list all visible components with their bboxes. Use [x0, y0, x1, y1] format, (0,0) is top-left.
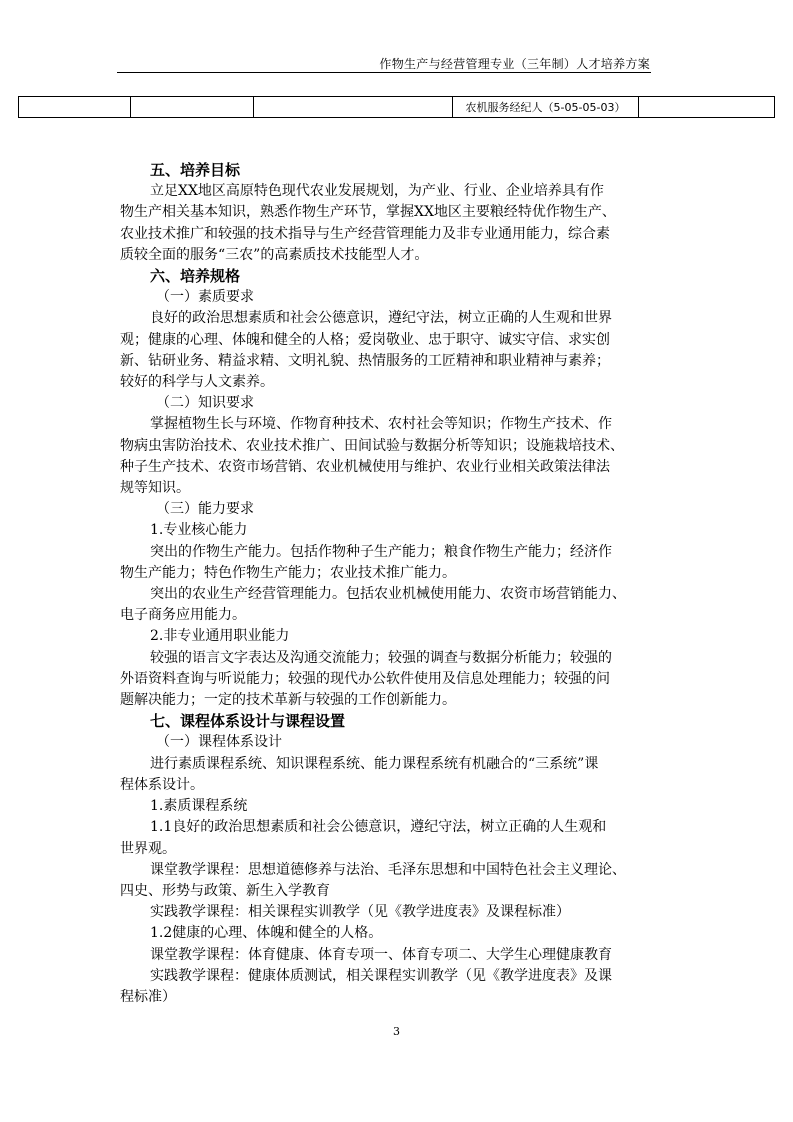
paragraph-line: 突出的农业生产经营管理能力。包括农业机械使用能力、农资市场营销能力、	[150, 586, 626, 603]
section-heading: 七、课程体系设计与课程设置	[150, 712, 346, 731]
paragraph-line: 进行素质课程系统、知识课程系统、能力课程系统有机融合的“三系统”课	[150, 755, 599, 772]
item-heading: 1.专业核心能力	[150, 522, 248, 539]
page-number: 3	[393, 1025, 400, 1038]
paragraph-line: 掌握植物生长与环境、作物育种技术、农村社会等知识；作物生产技术、作	[150, 416, 612, 433]
paragraph-line: 实践教学课程：相关课程实训教学（见《教学进度表》及课程标准）	[150, 904, 570, 921]
table-cell	[254, 97, 453, 118]
paragraph-line: 较好的科学与人文素养。	[120, 374, 274, 391]
document-body	[120, 160, 673, 1008]
subsection-heading: （二）知识要求	[156, 395, 254, 412]
paragraph-line: 新、钻研业务、精益求精、文明礼貌、热情服务的工匠精神和职业精神与素养；	[120, 352, 610, 369]
paragraph-line: 1.2健康的心理、体魄和健全的人格。	[150, 925, 383, 942]
running-header-title: 作物生产与经营管理专业（三年制）人才培养方案	[379, 57, 650, 71]
paragraph-line: 良好的政治思想素质和社会公德意识，遵纪守法，树立正确的人生观和世界	[150, 310, 612, 327]
paragraph-line: 较强的语言文字表达及沟通交流能力；较强的调查与数据分析能力；较强的	[150, 649, 612, 666]
occupation-table	[18, 96, 775, 118]
paragraph-line: 四史、形势与政策、新生入学教育	[120, 882, 330, 899]
paragraph-line: 立足XX地区高原特色现代农业发展规划，为产业、行业、企业培养具有作	[150, 183, 604, 200]
paragraph-line: 程体系设计。	[120, 776, 204, 793]
paragraph-line: 世界观。	[120, 840, 176, 857]
paragraph-line: 突出的作物生产能力。包括作物种子生产能力；粮食作物生产能力；经济作	[150, 543, 612, 560]
paragraph-line: 物生产能力；特色作物生产能力；农业技术推广能力。	[120, 564, 456, 581]
paragraph-line: 1.1良好的政治思想素质和社会公德意识，遵纪守法，树立正确的人生观和	[150, 819, 607, 836]
subsection-heading: （一）素质要求	[156, 289, 254, 306]
paragraph-line: 实践教学课程：健康体质测试，相关课程实训教学（见《教学进度表》及课	[150, 967, 612, 984]
paragraph-line: 课堂教学课程：体育健康、体育专项一、体育专项二、大学生心理健康教育	[150, 946, 612, 963]
section-heading: 六、培养规格	[150, 267, 241, 286]
paragraph-line: 电子商务应用能力。	[120, 607, 246, 624]
paragraph-line: 题解决能力；一定的技术革新与较强的工作创新能力。	[120, 692, 456, 709]
paragraph-line: 课堂教学课程：思想道德修养与法治、毛泽东思想和中国特色社会主义理论、	[150, 861, 626, 878]
paragraph-line: 观；健康的心理、体魄和健全的人格；爱岗敬业、忠于职守、诚实守信、求实创	[120, 331, 610, 348]
paragraph-line: 物病虫害防治技术、农业技术推广、田间试验与数据分析等知识；设施栽培技术、	[120, 437, 624, 454]
header-rule	[117, 72, 651, 73]
paragraph-line: 程标准）	[120, 988, 176, 1005]
subsection-heading: （一）课程体系设计	[156, 734, 282, 751]
item-heading: 1.素质课程系统	[150, 798, 248, 815]
table-cell	[639, 97, 775, 118]
item-heading: 2.非专业通用职业能力	[150, 628, 290, 645]
paragraph-line: 外语资料查询与听说能力；较强的现代办公软件使用及信息处理能力；较强的问	[120, 670, 610, 687]
paragraph-line: 质较全面的服务“三农”的高素质技术技能型人才。	[120, 246, 429, 263]
table-cell	[19, 97, 131, 118]
table-cell	[131, 97, 254, 118]
section-heading: 五、培养目标	[150, 161, 241, 179]
paragraph-line: 规等知识。	[120, 480, 190, 497]
table-row	[19, 97, 775, 118]
subsection-heading: （三）能力要求	[156, 501, 254, 518]
paragraph-line: 物生产相关基本知识，熟悉作物生产环节，掌握XX地区主要粮经特优作物生产、	[120, 204, 616, 221]
paragraph-line: 农业技术推广和较强的技术指导与生产经营管理能力及非专业通用能力，综合素	[120, 225, 610, 242]
paragraph-line: 种子生产技术、农资市场营销、农业机械使用与维护、农业行业相关政策法律法	[120, 458, 610, 475]
table-cell: 农机服务经纪人（5-05-05-03）	[453, 97, 639, 118]
